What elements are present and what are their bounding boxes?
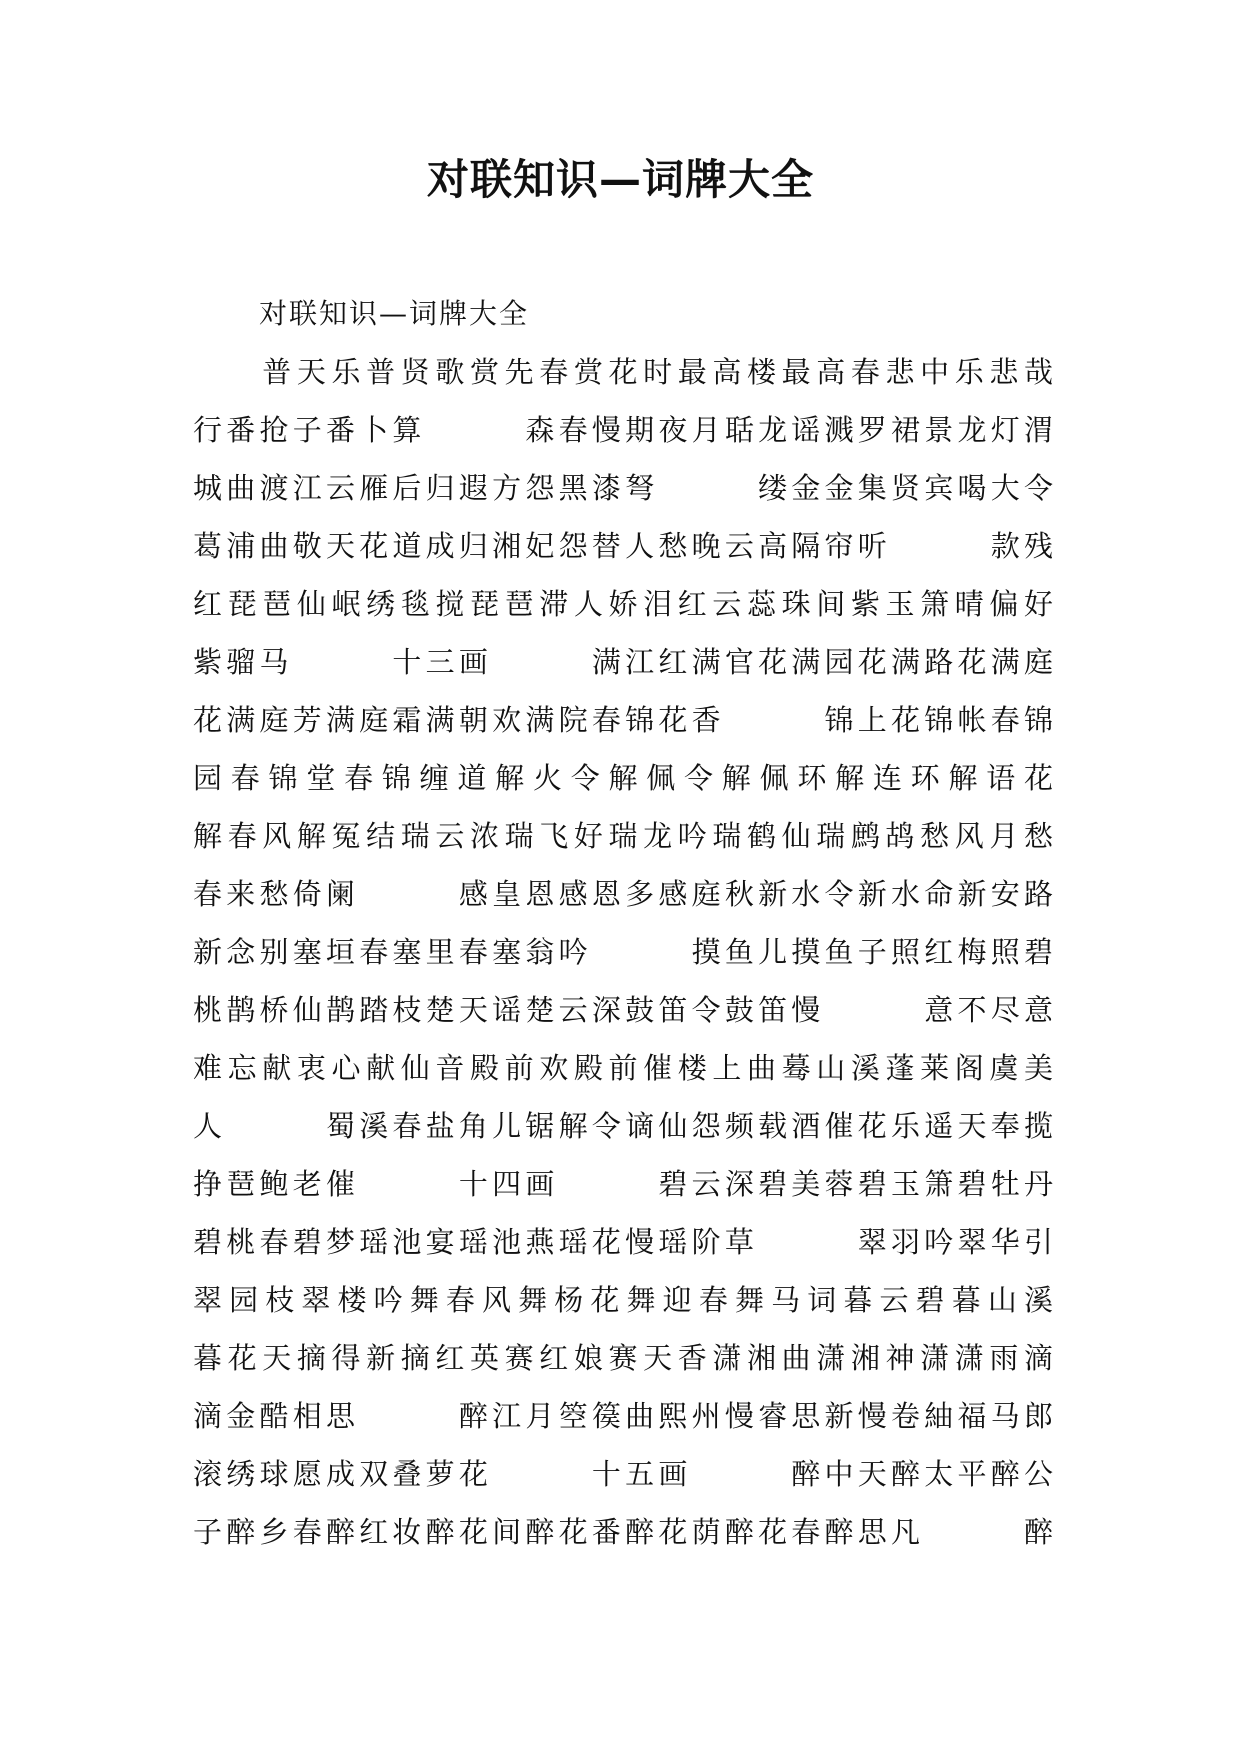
body-line: 滴金酷相思 醉江月箜篌曲熙州慢睿思新慢卷紬福马郎	[193, 1399, 1053, 1433]
document-body	[193, 352, 1053, 1570]
body-line: 难忘献衷心献仙音殿前欢殿前催楼上曲蓦山溪蓬莱阁虞美	[193, 1051, 1053, 1085]
document-title: 对联知识—词牌大全	[426, 155, 814, 204]
body-line: 碧桃春碧梦瑶池宴瑶池燕瑶花慢瑶阶草 翠羽吟翠华引	[193, 1225, 1053, 1259]
body-line: 解春风解冤结瑞云浓瑞飞好瑞龙吟瑞鹤仙瑞鹧鸪愁风月愁	[193, 819, 1053, 853]
body-line: 行番抢子番卜算 森春慢期夜月聒龙谣溅罗裙景龙灯渭	[193, 413, 1053, 447]
body-line: 普天乐普贤歌赏先春赏花时最高楼最高春悲中乐悲哉	[193, 355, 1053, 389]
body-line: 翠园枝翠楼吟舞春风舞杨花舞迎春舞马词暮云碧暮山溪	[193, 1283, 1053, 1317]
document-subtitle: 对联知识—词牌大全	[259, 297, 530, 330]
body-line: 园春锦堂春锦缠道解火令解佩令解佩环解连环解语花	[193, 761, 1053, 795]
body-line: 花满庭芳满庭霜满朝欢满院春锦花香 锦上花锦帐春锦	[193, 703, 1053, 737]
body-line: 春来愁倚阑 感皇恩感恩多感庭秋新水令新水命新安路	[193, 877, 1053, 911]
body-line: 暮花天摘得新摘红英赛红娘赛天香潇湘曲潇湘神潇潇雨滴	[193, 1341, 1053, 1375]
body-line: 新念别塞垣春塞里春塞翁吟 摸鱼儿摸鱼子照红梅照碧	[193, 935, 1053, 969]
body-line: 桃鹊桥仙鹊踏枝楚天谣楚云深鼓笛令鼓笛慢 意不尽意	[193, 993, 1053, 1027]
body-line: 葛浦曲敬天花道成归湘妃怨替人愁晚云高隔帘听 款残	[193, 529, 1053, 563]
body-line: 城曲渡江云雁后归遐方怨黑漆弩 缕金金集贤宾喝大令	[193, 471, 1053, 505]
body-line: 红琵琶仙岷绣毯搅琵琶滞人娇泪红云蕊珠间紫玉箫晴偏好	[193, 587, 1053, 621]
body-line: 人 蜀溪春盐角儿锯解令谪仙怨频载酒催花乐遥天奉揽	[193, 1109, 1053, 1143]
body-line: 子醉乡春醉红妆醉花间醉花番醉花荫醉花春醉思凡 醉	[193, 1515, 1053, 1549]
body-line: 滚绣球愿成双叠萝花 十五画 醉中天醉太平醉公	[193, 1457, 1053, 1491]
body-line: 紫骝马 十三画 满江红满官花满园花满路花满庭	[193, 645, 1053, 679]
body-line: 挣琶鲍老催 十四画 碧云深碧美蓉碧玉箫碧牡丹	[193, 1167, 1053, 1201]
